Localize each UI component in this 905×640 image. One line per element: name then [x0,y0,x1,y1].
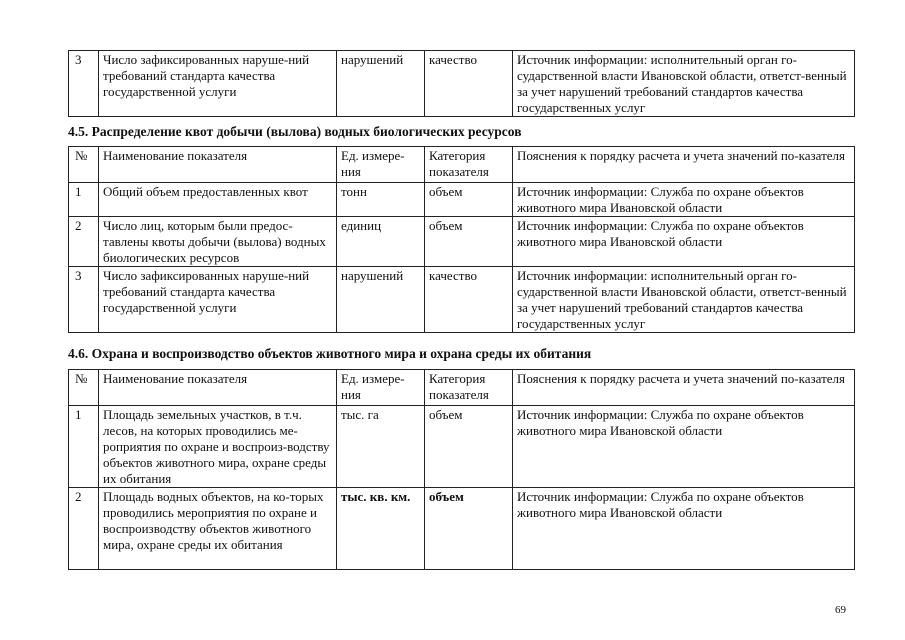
table-row [69,217,855,267]
table-row [69,183,855,217]
unit: нарушений [337,51,425,117]
header-unit: Ед. измере-ния [337,370,425,406]
section-heading-4-5: 4.5. Распределение квот добычи (вылова) водных биологических ресурсов [68,124,522,139]
table-quota-distribution [68,146,855,333]
page-number: 69 [835,604,846,616]
indicator-name: Число зафиксированных наруше-ний требований стандарта качества государственной услуги [99,51,337,117]
header-unit: Ед. измере-ния [337,147,425,183]
header-category: Категория показателя [425,147,513,183]
row-number: 3 [69,51,99,117]
category: качество [425,267,513,333]
table-row [69,267,855,333]
indicator-name: Число зафиксированных наруше-ний требований стандарта качества государственной услуги [99,267,337,333]
table-wildlife-protection [68,369,855,570]
header-explanation: Пояснения к порядку расчета и учета значений по-казателя [513,147,855,183]
explanation: Источник информации: исполнительный орган го-сударственной власти Ивановской области, ответст-венный за учет нарушений требований стандартов качества государственных услуг [513,267,855,333]
unit: тыс. га [337,406,425,488]
category: качество [425,51,513,117]
category: объем [425,183,513,217]
unit: тонн [337,183,425,217]
unit: тыс. кв. км. [337,488,425,570]
unit: единиц [337,217,425,267]
indicator-name: Число лиц, которым были предос-тавлены квоты добычи (вылова) водных биологических ресурсов [99,217,337,267]
row-number: 2 [69,488,99,570]
explanation: Источник информации: исполнительный орган го-сударственной власти Ивановской области, ответст-венный за учет нарушений требований стандартов качества государственных услуг [513,51,855,117]
table-continued [68,50,855,117]
header-number: № [69,147,99,183]
unit: нарушений [337,267,425,333]
explanation: Источник информации: Служба по охране объектов животного мира Ивановской области [513,183,855,217]
table-row [69,406,855,488]
table-row [69,51,855,117]
explanation: Источник информации: Служба по охране объектов животного мира Ивановской области [513,217,855,267]
table-header-row [69,370,855,406]
indicator-name: Площадь земельных участков, в т.ч. лесов, на которых проводились ме-роприятия по охране и воспроиз-водству объектов животного мира, охране среды их обитания [99,406,337,488]
row-number: 2 [69,217,99,267]
header-explanation: Пояснения к порядку расчета и учета значений по-казателя [513,370,855,406]
header-number: № [69,370,99,406]
category: объем [425,217,513,267]
indicator-name: Общий объем предоставленных квот [99,183,337,217]
header-category: Категория показателя [425,370,513,406]
header-name: Наименование показателя [99,147,337,183]
section-heading-4-6: 4.6. Охрана и воспроизводство объектов животного мира и охрана среды их обитания [68,346,592,361]
category: объем [425,406,513,488]
row-number: 1 [69,183,99,217]
table-header-row [69,147,855,183]
explanation: Источник информации: Служба по охране объектов животного мира Ивановской области [513,488,855,570]
category: объем [425,488,513,570]
indicator-name: Площадь водных объектов, на ко-торых проводились мероприятия по охране и воспроизводству объектов животного мира, охране среды их обитания [99,488,337,570]
explanation: Источник информации: Служба по охране объектов животного мира Ивановской области [513,406,855,488]
header-name: Наименование показателя [99,370,337,406]
row-number: 1 [69,406,99,488]
row-number: 3 [69,267,99,333]
table-row [69,488,855,570]
